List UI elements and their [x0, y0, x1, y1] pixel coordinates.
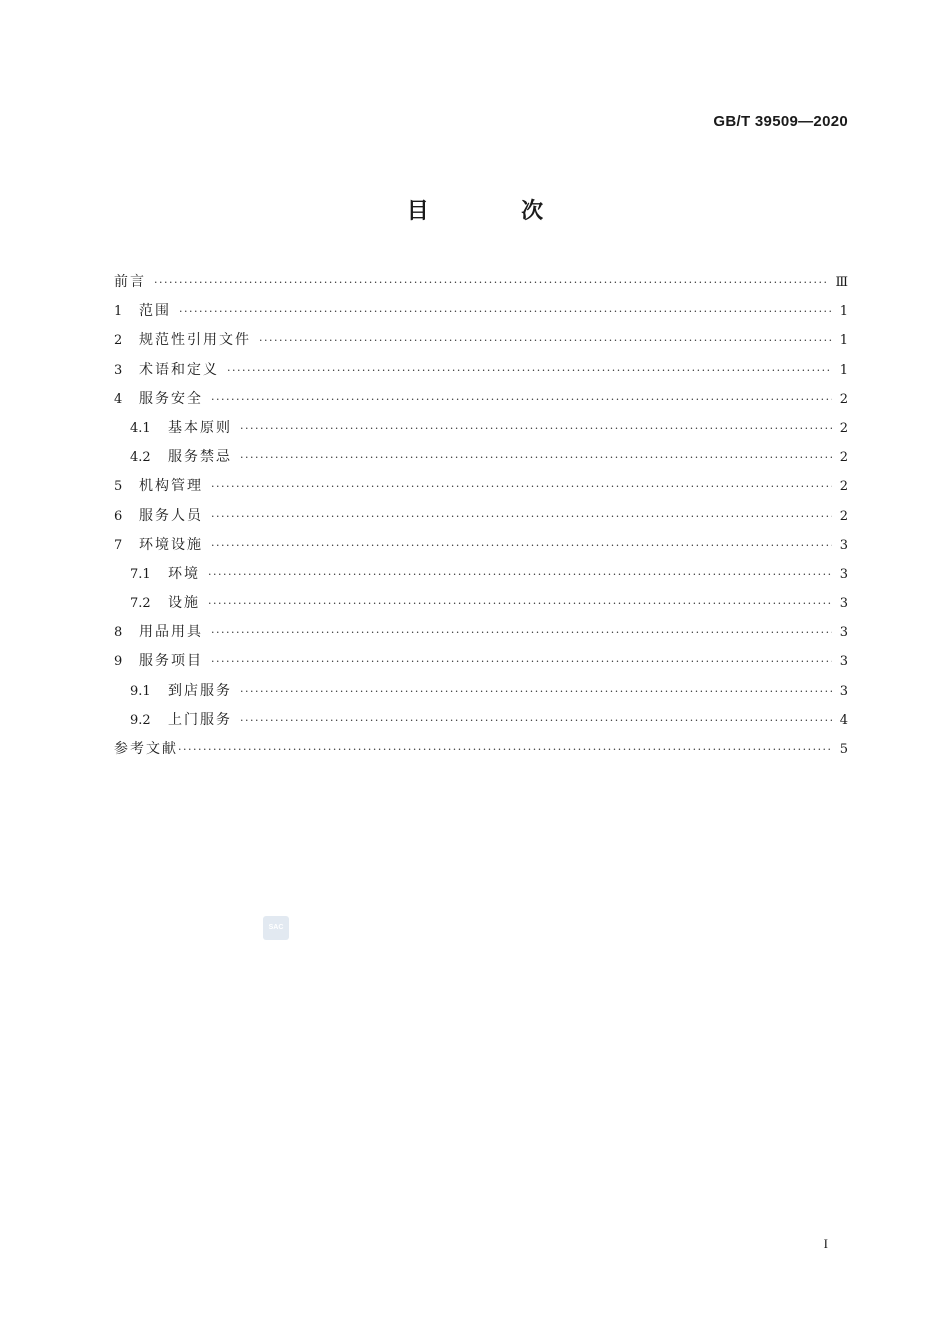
toc-dot-leader: [211, 655, 832, 668]
toc-entry[interactable]: [114, 300, 848, 329]
toc-entry-number: 7.1: [130, 566, 151, 582]
toc-entry-page: 5: [839, 742, 848, 757]
toc-entry-label: 用品用具: [139, 624, 203, 641]
toc-dot-leader: [208, 568, 832, 581]
sac-logo-icon: SAC: [263, 916, 289, 940]
toc-entry-label: 服务项目: [139, 653, 203, 670]
toc-entry-page: 2: [839, 450, 848, 466]
table-of-contents: [114, 271, 848, 767]
toc-dot-leader: [178, 743, 832, 756]
toc-entry[interactable]: [114, 505, 848, 534]
toc-dot-leader: [240, 422, 832, 435]
toc-entry-label: 范围: [139, 303, 171, 320]
toc-entry[interactable]: [114, 446, 848, 475]
toc-entry-number: 9: [114, 654, 123, 670]
toc-entry-page: 1: [839, 304, 848, 320]
toc-entry-page: 2: [839, 508, 848, 524]
toc-entry-number: 4: [114, 391, 123, 407]
toc-entry-number: 4.1: [130, 420, 151, 436]
toc-entry[interactable]: [114, 475, 848, 504]
toc-entry[interactable]: [114, 329, 848, 358]
toc-entry-number: 8: [114, 625, 123, 641]
toc-entry-number: 5: [114, 479, 123, 495]
toc-dot-leader: [154, 276, 829, 289]
toc-entry-number: 2: [114, 333, 123, 349]
toc-dot-leader: [211, 510, 832, 523]
toc-entry-number: 9.1: [130, 683, 151, 699]
toc-entry-number: 7.2: [130, 596, 151, 612]
toc-entry-label: 术语和定义: [139, 361, 219, 378]
toc-entry[interactable]: [114, 650, 848, 679]
toc-entry[interactable]: [114, 738, 848, 767]
toc-entry[interactable]: [114, 563, 848, 592]
toc-entry-label: 服务禁忌: [168, 449, 232, 466]
toc-entry-number: 4.2: [130, 450, 151, 466]
page-number: I: [823, 1236, 828, 1251]
toc-dot-leader: [211, 626, 832, 639]
toc-entry-label: 上门服务: [168, 711, 232, 728]
toc-entry-label: 前言: [114, 274, 146, 290]
toc-dot-leader: [211, 539, 832, 552]
toc-entry-page: 3: [839, 625, 848, 641]
toc-entry-page: 3: [839, 683, 848, 699]
toc-entry-page: 3: [839, 654, 848, 670]
toc-entry-label: 到店服务: [168, 682, 232, 699]
toc-entry-page: 3: [839, 537, 848, 553]
toc-entry-label: 环境设施: [139, 536, 203, 553]
toc-entry[interactable]: [114, 388, 848, 417]
toc-entry-number: 6: [114, 508, 123, 524]
toc-entry[interactable]: [114, 709, 848, 738]
toc-dot-leader: [240, 685, 832, 698]
toc-entry-label: 服务人员: [139, 507, 203, 524]
toc-entry[interactable]: [114, 680, 848, 709]
toc-entry-page: 2: [839, 479, 848, 495]
toc-title: 目 次: [406, 199, 579, 224]
toc-entry[interactable]: [114, 359, 848, 388]
toc-entry-page: 2: [839, 420, 848, 436]
toc-entry-label: 环境: [168, 565, 200, 582]
standard-code: GB/T 39509—2020: [713, 113, 848, 130]
toc-entry-number: 3: [114, 362, 123, 378]
toc-entry-page: 3: [839, 596, 848, 612]
toc-entry-page: 1: [839, 333, 848, 349]
toc-dot-leader: [240, 714, 832, 727]
toc-dot-leader: [259, 334, 832, 347]
toc-entry-label: 参考文献: [114, 741, 178, 757]
toc-dot-leader: [208, 597, 832, 610]
toc-dot-leader: [179, 305, 832, 318]
toc-dot-leader: [227, 364, 832, 377]
toc-entry[interactable]: [114, 621, 848, 650]
toc-entry-page: Ⅲ: [835, 275, 848, 290]
toc-entry-number: 9.2: [130, 712, 151, 728]
toc-entry[interactable]: [114, 534, 848, 563]
toc-entry[interactable]: [114, 417, 848, 446]
toc-dot-leader: [240, 451, 832, 464]
toc-entry[interactable]: [114, 592, 848, 621]
toc-entry-label: 设施: [168, 595, 200, 612]
toc-entry-number: 7: [114, 537, 123, 553]
toc-dot-leader: [211, 480, 832, 493]
toc-entry[interactable]: [114, 271, 848, 300]
toc-dot-leader: [211, 393, 832, 406]
toc-entry-label: 基本原则: [168, 419, 232, 436]
toc-entry-number: 1: [114, 304, 123, 320]
toc-entry-label: 服务安全: [139, 390, 203, 407]
toc-entry-page: 1: [839, 362, 848, 378]
toc-entry-page: 4: [839, 712, 848, 728]
toc-entry-page: 3: [839, 566, 848, 582]
toc-entry-page: 2: [839, 391, 848, 407]
toc-entry-label: 规范性引用文件: [139, 332, 251, 349]
toc-entry-label: 机构管理: [139, 478, 203, 495]
